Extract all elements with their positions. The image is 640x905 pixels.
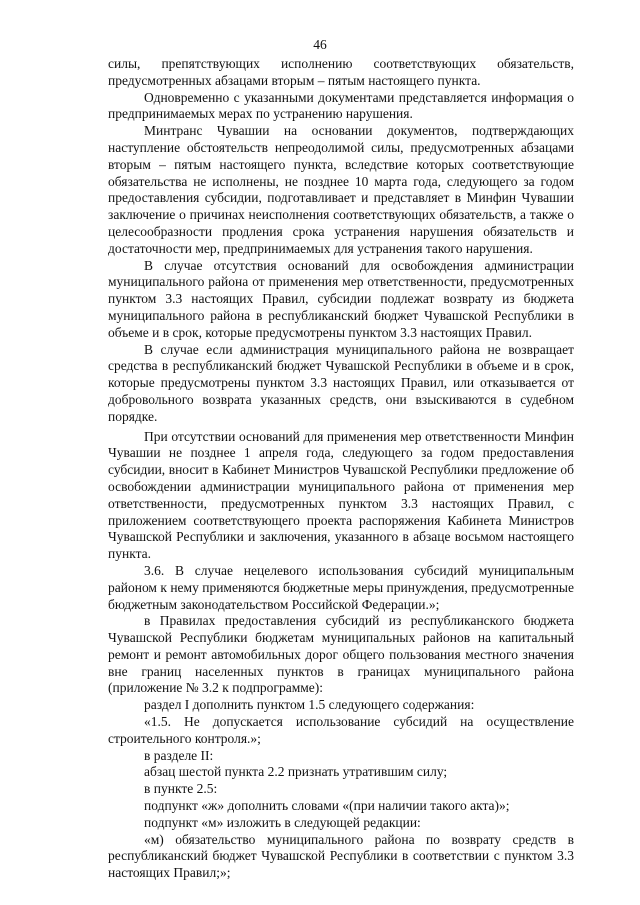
- paragraph: раздел I дополнить пунктом 1.5 следующего содержания:: [144, 697, 475, 713]
- document-body: [108, 56, 574, 882]
- page-number: 46: [313, 37, 327, 52]
- paragraph-continuation: силы, препятствующих исполнению соответствующих обязательств, предусмотренных абзацами вторым – пятым настоящего пункта.: [108, 56, 574, 88]
- paragraph: В случае если администрация муниципального района не возвращает средства в республиканский бюджет Чувашской Республики в объеме и в срок, которые предусмотрены пунктом 3.3 настоящих Правил, или отказывается от добровольного возврата указанных средств, они взыскиваются в судебном порядке.: [108, 341, 574, 424]
- paragraph: Минтранс Чувашии на основании документов, подтверждающих наступление обстоятельств непреодолимой силы, предусмотренных абзацами вторым – пятым настоящего пункта, вследствие которых соответствующие обязательства не исполнены, не позднее 10 марта года, следующего за годом предоставления субсидии, подготавливает и представляет в Минфин Чувашии заключение о причинах неисполнения соответствующих обязательств, а также о целесообразности продления срока устранения нарушения обязательств и достаточности мер, предпринимаемых для устранения такого нарушения.: [108, 123, 574, 256]
- paragraph: При отсутствии оснований для применения мер ответственности Минфин Чувашии не позднее 1 апреля года, следующего за годом предоставления субсидии, вносит в Кабинет Министров Чувашской Республики предложение об освобождении администрации муниципального района от применения мер ответственности, предусмотренных пунктом 3.3 настоящих Правил, с приложением соответствующего проекта распоряжения Кабинета Министров Чувашской Республики и заключения, указанного в абзаце восьмом настоящего пункта.: [108, 428, 574, 562]
- paragraph: в пункте 2.5:: [144, 781, 218, 797]
- paragraph: В случае отсутствия оснований для освобождения администрации муниципального района от применения мер ответственности, предусмотренных пунктом 3.3 настоящих Правил, субсидии подлежат возврату из бюджета муниципального района в республиканский бюджет Чувашской Республики в объеме и в срок, которые предусмотрены пунктом 3.3 настоящих Правил.: [108, 257, 574, 340]
- paragraph: 3.6. В случае нецелевого использования субсидий муниципальным районом к нему применяются бюджетные меры принуждения, предусмотренные бюджетным законодательством Российской Федерации.»;: [108, 562, 574, 612]
- paragraph: абзац шестой пункта 2.2 признать утратившим силу;: [144, 764, 448, 780]
- paragraph: «м) обязательство муниципального района по возврату средств в республиканский бюджет Чувашской Республики в соответствии с пунктом 3.3 настоящих Правил;»;: [108, 831, 574, 881]
- paragraph: «1.5. Не допускается использование субсидий на осуществление строительного контроля.»;: [108, 714, 574, 746]
- paragraph: в разделе II:: [144, 747, 214, 763]
- paragraph: в Правилах предоставления субсидий из республиканского бюджета Чувашской Республики бюджетам муниципальных районов на капитальный ремонт и ремонт автомобильных дорог общего пользования местного значения вне границ населенных пунктов в границах муниципального района (приложение № 3.2 к подпрограмме):: [108, 613, 574, 696]
- paragraph: Одновременно с указанными документами представляется информация о предпринимаемых мерах по устранению нарушения.: [108, 89, 574, 122]
- paragraph: подпункт «м» изложить в следующей редакции:: [144, 814, 421, 830]
- paragraph: подпункт «ж» дополнить словами «(при наличии такого акта)»;: [144, 798, 510, 814]
